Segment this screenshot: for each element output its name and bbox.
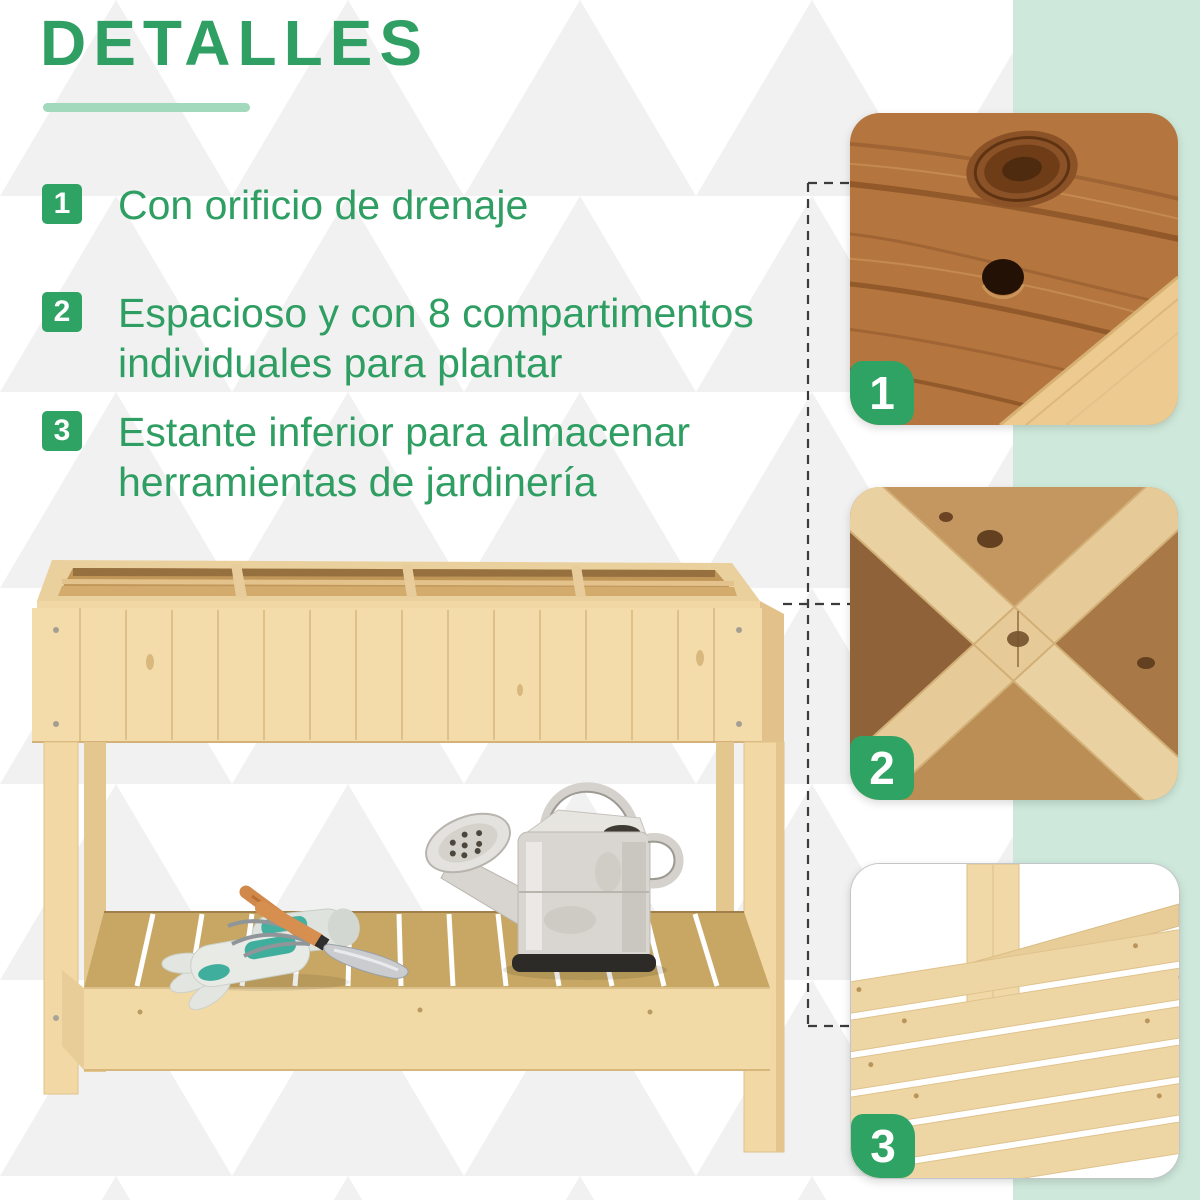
callout-number-badge: 3 xyxy=(851,1114,915,1178)
feature-number-badge: 3 xyxy=(42,411,82,451)
feature-text: Con orificio de drenaje xyxy=(118,182,529,228)
planter-box xyxy=(32,560,784,746)
title-underline xyxy=(43,103,250,112)
callout-number-badge: 1 xyxy=(850,361,914,425)
feature-item-3 xyxy=(42,411,822,507)
feature-number-badge: 1 xyxy=(42,184,82,224)
feature-number-badge: 2 xyxy=(42,292,82,332)
feature-text: Estante inferior para almacenar herramientas de jardinería xyxy=(118,409,691,505)
callout-card-drainage-hole xyxy=(850,113,1178,425)
callout-number-badge: 2 xyxy=(850,736,914,800)
feature-item-2 xyxy=(42,292,822,388)
callout-card-compartments xyxy=(850,487,1178,800)
feature-text: Espacioso y con 8 compartimentos individuales para plantar xyxy=(118,290,754,386)
bottom-shelf xyxy=(62,912,770,1070)
callout-card-bottom-shelf xyxy=(850,863,1180,1179)
raised-garden-bed-photo xyxy=(0,540,800,1160)
page-title: DETALLES xyxy=(40,7,430,79)
feature-item-1 xyxy=(42,184,822,230)
